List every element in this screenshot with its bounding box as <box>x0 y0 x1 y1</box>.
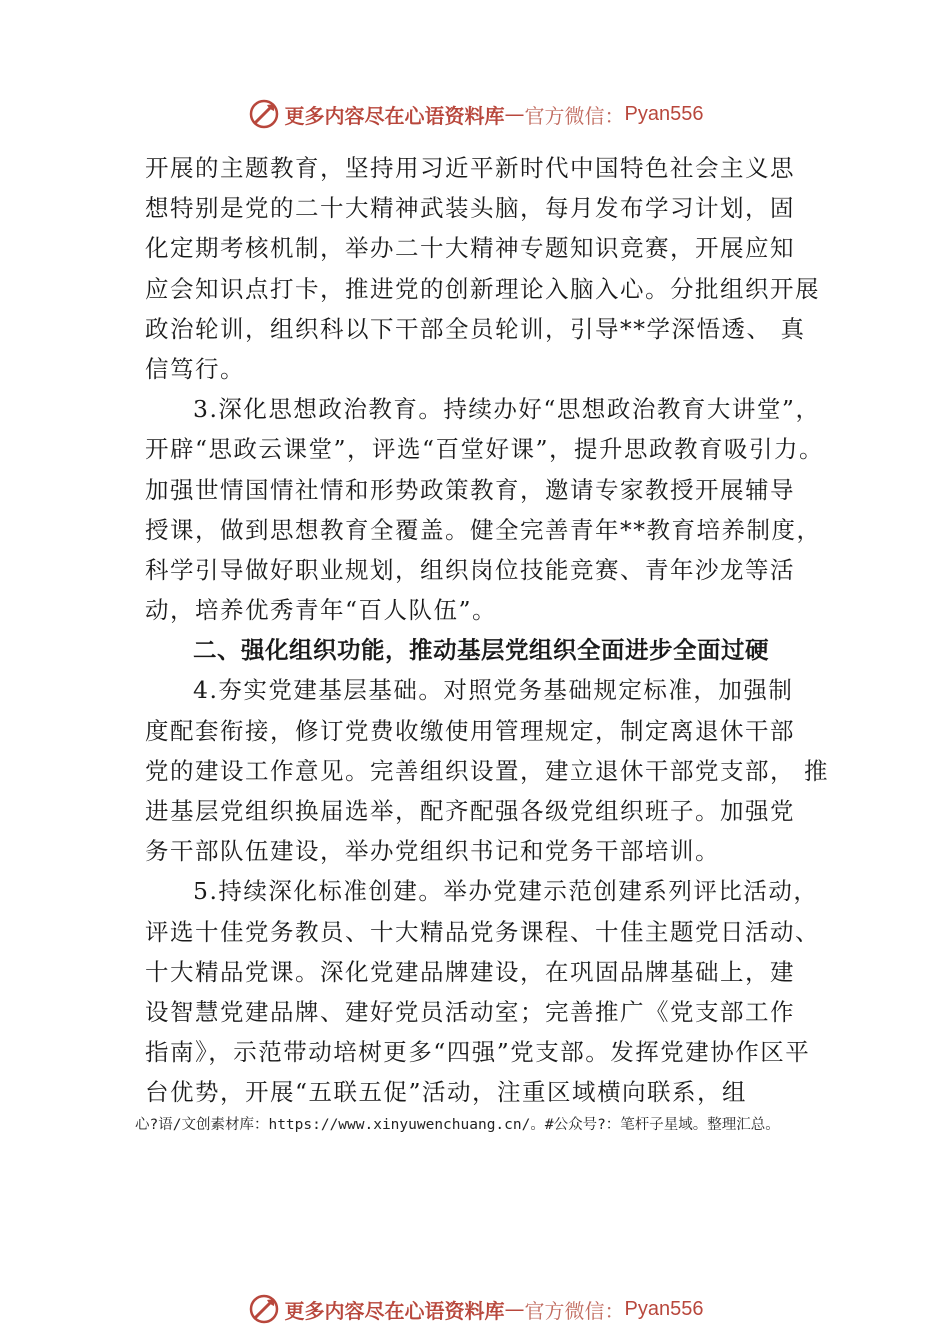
source-footnote: 心?语/文创素材库：https://www.xinyuwenchuang.cn/。#公众号?：笔杆子星域。整理汇总。 <box>135 1117 780 1133</box>
body-line: 设智慧党建品牌、建好党员活动室；完善推广《党支部工作 <box>145 997 795 1026</box>
body-line: 开展的主题教育，坚持用习近平新时代中国特色社会主义思 <box>145 154 795 182</box>
body-line: 台优势，开展“五联五促”活动，注重区域横向联系，组 <box>145 1078 748 1107</box>
body-line: 动，培养优秀青年“百人队伍”。 <box>145 596 498 625</box>
banner-wechat-id: Pyan556 <box>624 102 704 125</box>
footer-banner <box>0 1287 950 1331</box>
banner-separator: — <box>504 102 525 126</box>
body-line: 度配套衔接，修订党费收缴使用管理规定，制定离退休干部 <box>145 716 795 745</box>
banner-wechat-label: 官方微信： <box>524 1298 625 1323</box>
body-line: 评选十佳党务教员、十大精品党务课程、十佳主题党日活动、 <box>145 917 820 946</box>
body-line: 信笃行。 <box>145 354 245 383</box>
section-heading: 二、强化组织功能，推动基层党组织全面进步全面过硬 <box>193 636 769 665</box>
body-line: 务干部队伍建设，举办党组织书记和党务干部培训。 <box>145 837 720 866</box>
quill-logo-icon <box>247 1292 281 1326</box>
body-line: 党的建设工作意见。完善组织设置，建立退休干部党支部， 推 <box>145 756 829 785</box>
paragraph-5-start: 5.持续深化标准创建。举办党建示范创建系列评比活动， <box>193 877 819 906</box>
header-banner <box>0 92 950 136</box>
banner-title: 更多内容尽在心语资料库 <box>284 103 505 128</box>
banner-wechat-label: 官方微信： <box>524 103 625 128</box>
body-line: 政治轮训，组织科以下干部全员轮训，引导**学深悟透、 真 <box>145 314 806 343</box>
body-line: 想特别是党的二十大精神武装头脑，每月发布学习计划，固 <box>145 194 795 223</box>
banner-title: 更多内容尽在心语资料库 <box>284 1298 505 1323</box>
body-line: 开辟“思政云课堂”，评选“百堂好课”，提升思政教育吸引力。 <box>145 435 825 464</box>
body-line: 授课，做到思想教育全覆盖。健全完善青年**教育培养制度， <box>145 515 822 544</box>
document-body <box>145 148 835 1113</box>
banner-separator: — <box>504 1297 525 1321</box>
paragraph-3-start: 3.深化思想政治教育。持续办好“思想政治教育大讲堂”， <box>193 395 821 424</box>
body-line: 科学引导做好职业规划，组织岗位技能竞赛、青年沙龙等活 <box>145 555 795 584</box>
body-line: 加强世情国情社情和形势政策教育，邀请专家教授开展辅导 <box>145 475 795 504</box>
body-line: 十大精品党课。深化党建品牌建设，在巩固品牌基础上，建 <box>145 957 795 986</box>
body-line: 化定期考核机制，举办二十大精神专题知识竞赛，开展应知 <box>145 234 795 263</box>
quill-logo-icon <box>247 97 281 131</box>
body-line: 进基层党组织换届选举，配齐配强各级党组织班子。加强党 <box>145 797 795 825</box>
paragraph-4-start: 4.夯实党建基层基础。对照党务基础规定标准，加强制 <box>193 676 794 705</box>
body-line: 应会知识点打卡，推进党的创新理论入脑入心。分批组织开展 <box>145 274 820 303</box>
body-line: 指南》，示范带动培树更多“四强”党支部。发挥党建协作区平 <box>145 1038 811 1067</box>
banner-wechat-id: Pyan556 <box>624 1297 704 1320</box>
